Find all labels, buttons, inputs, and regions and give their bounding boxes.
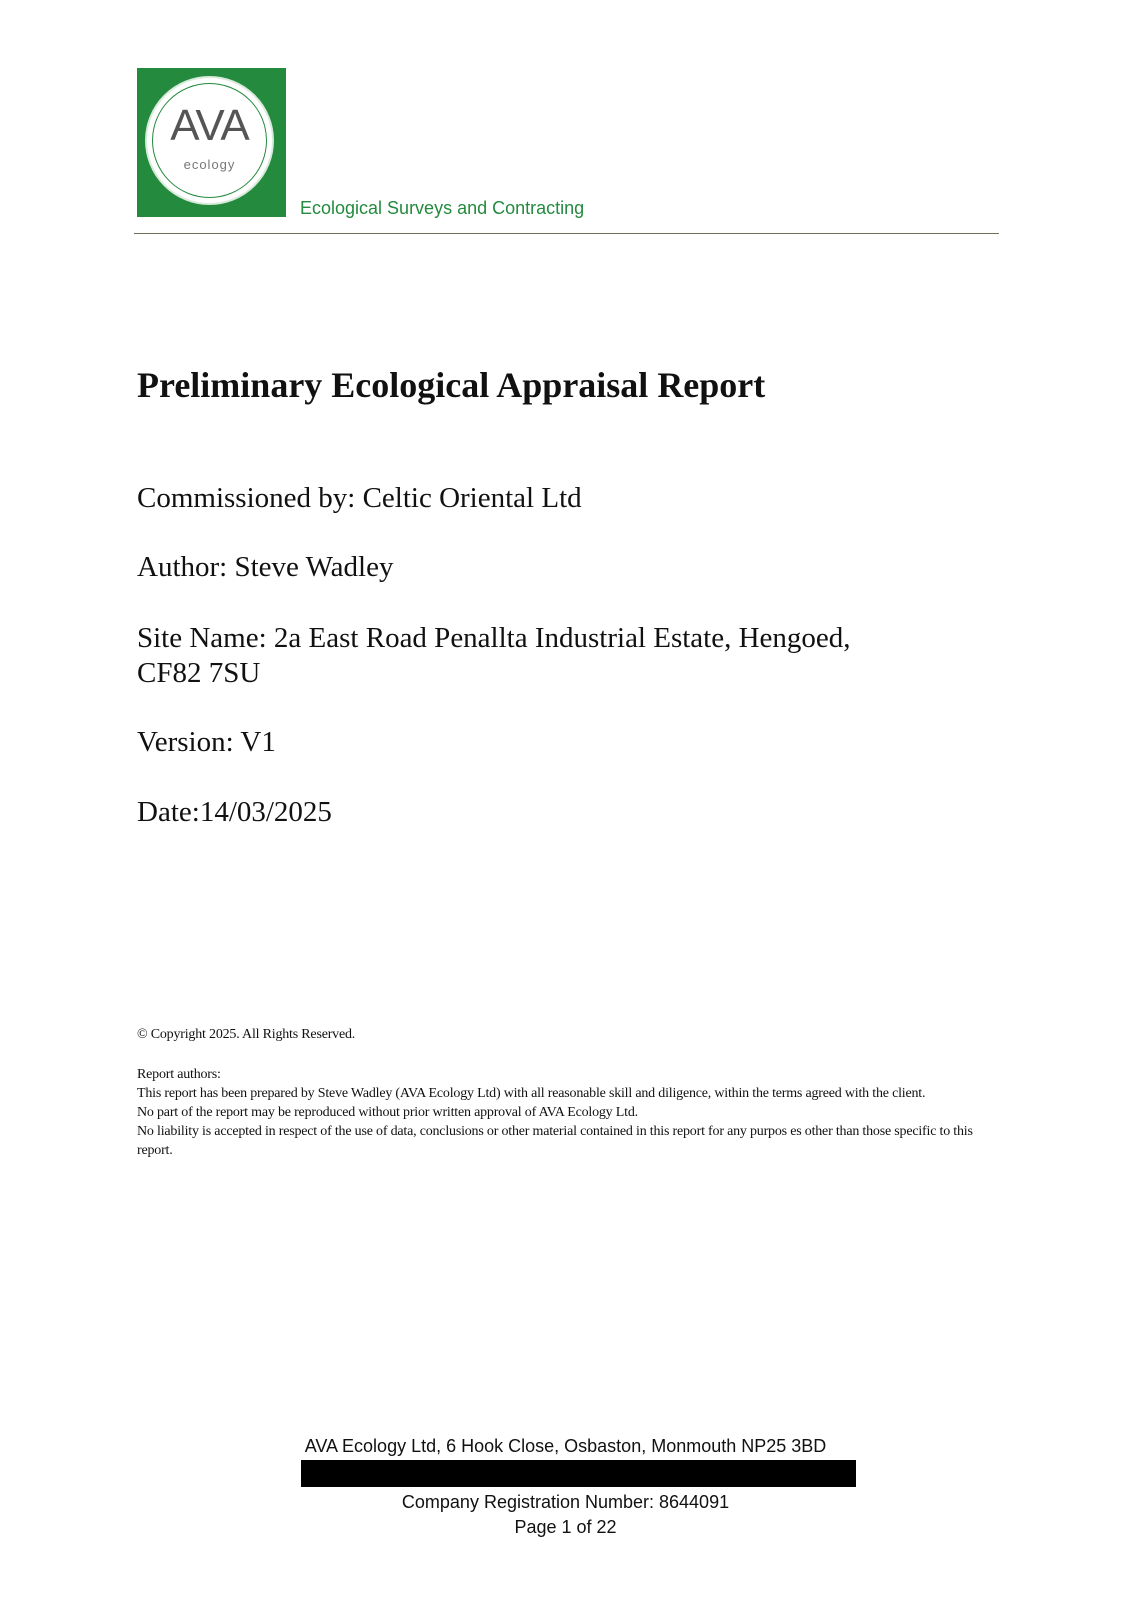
header-divider — [134, 233, 999, 234]
site-name-field — [137, 621, 917, 691]
commissioned-by-field — [137, 481, 582, 516]
report-title: Preliminary Ecological Appraisal Report — [137, 365, 766, 405]
footer-black-bar — [301, 1460, 856, 1487]
commissioned-by-label: Commissioned by: — [137, 482, 356, 514]
logo-circle — [145, 76, 274, 205]
report-authors-block — [137, 1065, 1002, 1160]
company-registration: Company Registration Number: 8644091 — [401, 1492, 730, 1512]
reproduction-notice: No part of the report may be reproduced without prior written approval of AVA Ecology Ltd. — [137, 1105, 638, 1120]
date-field — [137, 795, 332, 830]
copyright-notice: © Copyright 2025. All Rights Reserved. — [137, 1027, 356, 1042]
version-value: V1 — [240, 726, 276, 758]
logo-main-text: AVA — [170, 101, 249, 150]
liability-disclaimer: No liability is accepted in respect of the use of data, conclusions or other material contained in this report for any purpos es other than those specific to this report. — [137, 1124, 973, 1158]
date-value: 14/03/2025 — [199, 796, 332, 828]
company-tagline: Ecological Surveys and Contracting — [300, 198, 585, 218]
logo-sub-text: ecology — [183, 157, 236, 172]
author-field — [137, 550, 393, 585]
site-name-value: 2a East Road Penallta Industrial Estate, Hengoed, CF82 7SU — [137, 622, 851, 689]
preparation-statement: This report has been prepared by Steve Wadley (AVA Ecology Ltd) with all reasonable skill and diligence, within the terms agreed with the client. — [137, 1086, 926, 1101]
commissioned-by-value: Celtic Oriental Ltd — [362, 482, 582, 514]
author-label: Author: — [137, 551, 228, 583]
footer-address: AVA Ecology Ltd, 6 Hook Close, Osbaston, Monmouth NP25 3BD — [304, 1436, 827, 1456]
ava-ecology-logo — [137, 68, 286, 217]
version-field — [137, 725, 276, 760]
author-value: Steve Wadley — [234, 551, 394, 583]
page-number: Page 1 of 22 — [514, 1517, 617, 1537]
version-label: Version: — [137, 726, 234, 758]
date-label: Date: — [137, 796, 200, 828]
authors-heading: Report authors: — [137, 1067, 221, 1082]
site-name-label: Site Name: — [137, 622, 267, 654]
